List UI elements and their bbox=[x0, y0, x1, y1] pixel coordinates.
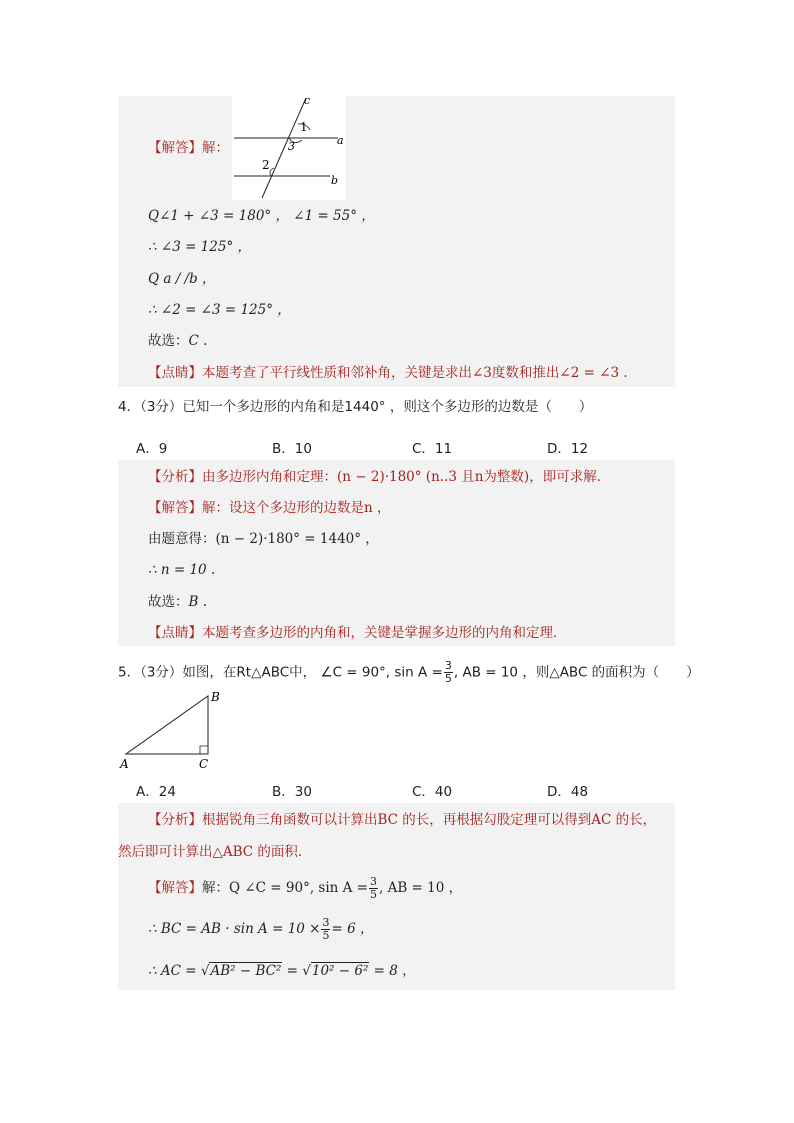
q4-comment: 【点睛】本题考查多边形的内角和，关键是掌握多边形的内角和定理． bbox=[148, 625, 567, 641]
label-b: b bbox=[331, 174, 339, 187]
vertex-a: A bbox=[120, 757, 129, 771]
q3-choice: 故选：C . bbox=[148, 333, 208, 349]
q5-analysis-2: 然后即可计算出△ABC 的面积． bbox=[118, 844, 312, 860]
q4-solution: 【解答】解：设这个多边形的边数是n ， bbox=[148, 500, 391, 516]
vertex-b: B bbox=[211, 690, 220, 704]
q5-option-b: B．30 bbox=[272, 784, 312, 800]
label-3: 3 bbox=[288, 140, 295, 153]
q4-analysis: 【分析】由多边形内角和定理：(n − 2)·180° (n..3 且n为整数)，即可求解． bbox=[148, 469, 611, 485]
q3-comment: 【点睛】本题考查了平行线性质和邻补角，关键是求出∠3度数和推出∠2 = ∠3 . bbox=[148, 365, 628, 381]
right-triangle-figure bbox=[118, 688, 228, 774]
q4-option-c: C．11 bbox=[412, 441, 453, 457]
label-a: a bbox=[337, 134, 344, 147]
label-c: c bbox=[304, 96, 311, 107]
q5-solution: 【解答】解：Q ∠C = 90°, sin A = $\frac{3}{5}$ , AB = 10 ， bbox=[148, 875, 463, 901]
label-2: 2 bbox=[262, 158, 270, 172]
q4-stem: 4．（3分）已知一个多边形的内角和是1440° ，则这个多边形的边数是（ ） bbox=[118, 399, 593, 415]
q4-choice: 故选：B . bbox=[148, 594, 208, 610]
q4-option-b: B．10 bbox=[272, 441, 312, 457]
q5-option-c: C．40 bbox=[412, 784, 453, 800]
q3-line-2: ∴ ∠3 = 125° ， bbox=[148, 239, 251, 255]
right-angle-mark bbox=[200, 746, 208, 754]
q3-solution-heading: 【解答】解： bbox=[148, 140, 229, 156]
q3-line-1: Q∠1 + ∠3 = 180° ， ∠1 = 55° ， bbox=[148, 208, 375, 224]
q4-option-a: A．9 bbox=[136, 441, 168, 457]
parallel-lines-figure bbox=[232, 96, 346, 200]
q4-answer-panel bbox=[118, 460, 675, 646]
q4-line-2: ∴ n = 10 . bbox=[148, 562, 216, 578]
q5-line-2: ∴ AC = √AB² − BC² = √10² − 6² = 8 ， bbox=[148, 963, 416, 979]
label-1: 1 bbox=[300, 120, 308, 134]
q5-stem: 5．（3分）如图，在Rt△ABC中， ∠C = 90°, sin A = $\frac{3}{5}$ , AB = 10 ，则△ABC 的面积为（ ） bbox=[118, 659, 700, 685]
triangle-abc bbox=[126, 696, 208, 754]
q3-line-3: Q a / /b ， bbox=[148, 271, 216, 287]
q5-line-1: ∴ BC = AB · sin A = 10 × $\frac{3}{5}$ = 6 ， bbox=[148, 916, 374, 942]
q3-line-4: ∴ ∠2 = ∠3 = 125° ， bbox=[148, 302, 291, 318]
q5-analysis-1: 【分析】根据锐角三角函数可以计算出BC 的长，再根据勾股定理可以得到AC 的长， bbox=[148, 812, 657, 828]
vertex-c: C bbox=[199, 757, 209, 771]
q5-option-a: A．24 bbox=[136, 784, 176, 800]
q5-option-d: D．48 bbox=[547, 784, 589, 800]
q4-option-d: D．12 bbox=[547, 441, 589, 457]
q4-line-1: 由题意得：(n − 2)·180° = 1440° ， bbox=[148, 531, 379, 547]
